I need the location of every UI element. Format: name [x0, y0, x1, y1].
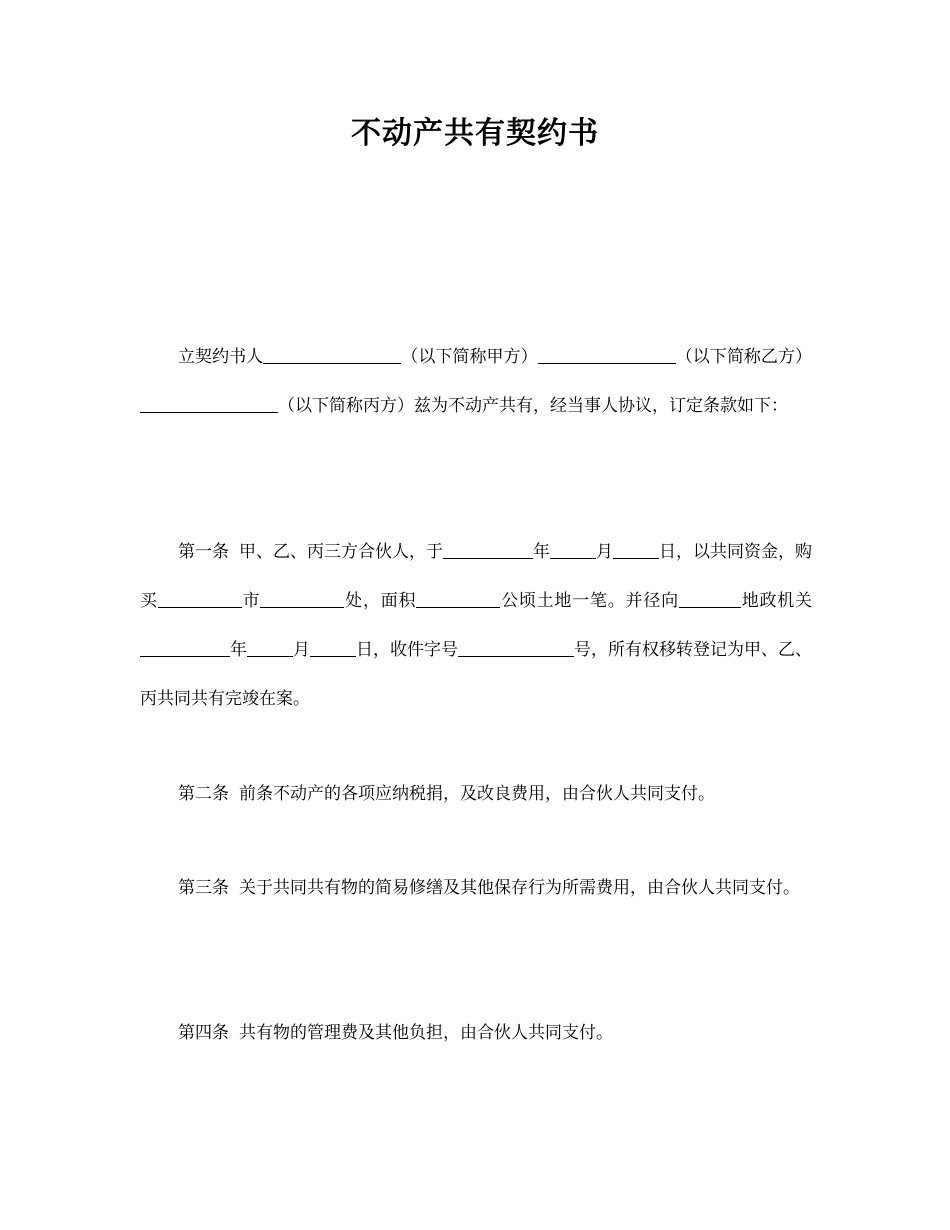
clause-1-paragraph: [140, 528, 812, 724]
clause-1-text-8: 地政机关: [740, 591, 813, 611]
clause-1-text-12: 号，所有权移转登记为甲、乙、丙共同共有完竣在案。: [140, 640, 812, 709]
purchase-month-blank[interactable]: [550, 542, 596, 559]
area-blank[interactable]: [416, 591, 500, 608]
clause-4-number: 第四条: [178, 1023, 229, 1043]
clause-1-number: 第一条: [178, 542, 229, 562]
clause-1-text-6: 处，面积: [344, 591, 417, 611]
city-blank[interactable]: [158, 591, 242, 608]
purchase-year-blank[interactable]: [443, 542, 533, 559]
purchase-day-blank[interactable]: [613, 542, 659, 559]
preamble-text-1: 立契约书人: [178, 347, 264, 367]
clause-2-text: 前条不动产的各项应纳税捐，及改良费用，由合伙人共同支付。: [239, 784, 715, 804]
document-title: 不动产共有契约书: [351, 116, 599, 151]
clause-1-text-3: 月: [596, 542, 613, 562]
clause-4-text: 共有物的管理费及其他负担，由合伙人共同支付。: [239, 1023, 613, 1043]
party-a-blank[interactable]: [263, 347, 401, 364]
clause-1-text-9: 年: [230, 640, 247, 660]
preamble-paragraph: [140, 333, 812, 431]
clause-1-text-11: 日，收件字号: [356, 640, 458, 660]
registration-month-blank[interactable]: [247, 640, 293, 657]
clause-1-text-5: 市: [241, 591, 261, 611]
clause-1-text-10: 月: [293, 640, 310, 660]
clause-3-number: 第三条: [178, 878, 229, 898]
clause-3-text: 关于共同共有物的简易修缮及其他保存行为所需费用，由合伙人共同支付。: [239, 878, 800, 898]
clause-1-text-7: 公顷土地一笔。并径向: [500, 591, 679, 611]
registration-day-blank[interactable]: [310, 640, 356, 657]
preamble-text-2: （以下简称甲方）: [401, 347, 538, 367]
clause-1-text-1: 甲、乙、丙三方合伙人，于: [239, 542, 443, 562]
preamble-text-4: （以下简称丙方）兹为不动产共有，经当事人协议，订定条款如下：: [278, 396, 788, 416]
clause-2-paragraph: [140, 770, 812, 819]
clause-4-paragraph: [140, 1009, 812, 1058]
clause-1-text-4: 日，以共同资金，购买: [140, 542, 812, 611]
preamble-text-3: （以下简称乙方）: [675, 347, 813, 367]
registration-year-blank[interactable]: [140, 640, 230, 657]
clause-1-text-2: 年: [533, 542, 550, 562]
clause-3-paragraph: [140, 864, 812, 913]
receipt-number-blank[interactable]: [458, 640, 574, 657]
party-c-blank[interactable]: [140, 396, 278, 413]
land-office-blank[interactable]: [679, 591, 741, 608]
clause-2-number: 第二条: [178, 784, 229, 804]
location-blank[interactable]: [260, 591, 344, 608]
party-b-blank[interactable]: [538, 347, 676, 364]
